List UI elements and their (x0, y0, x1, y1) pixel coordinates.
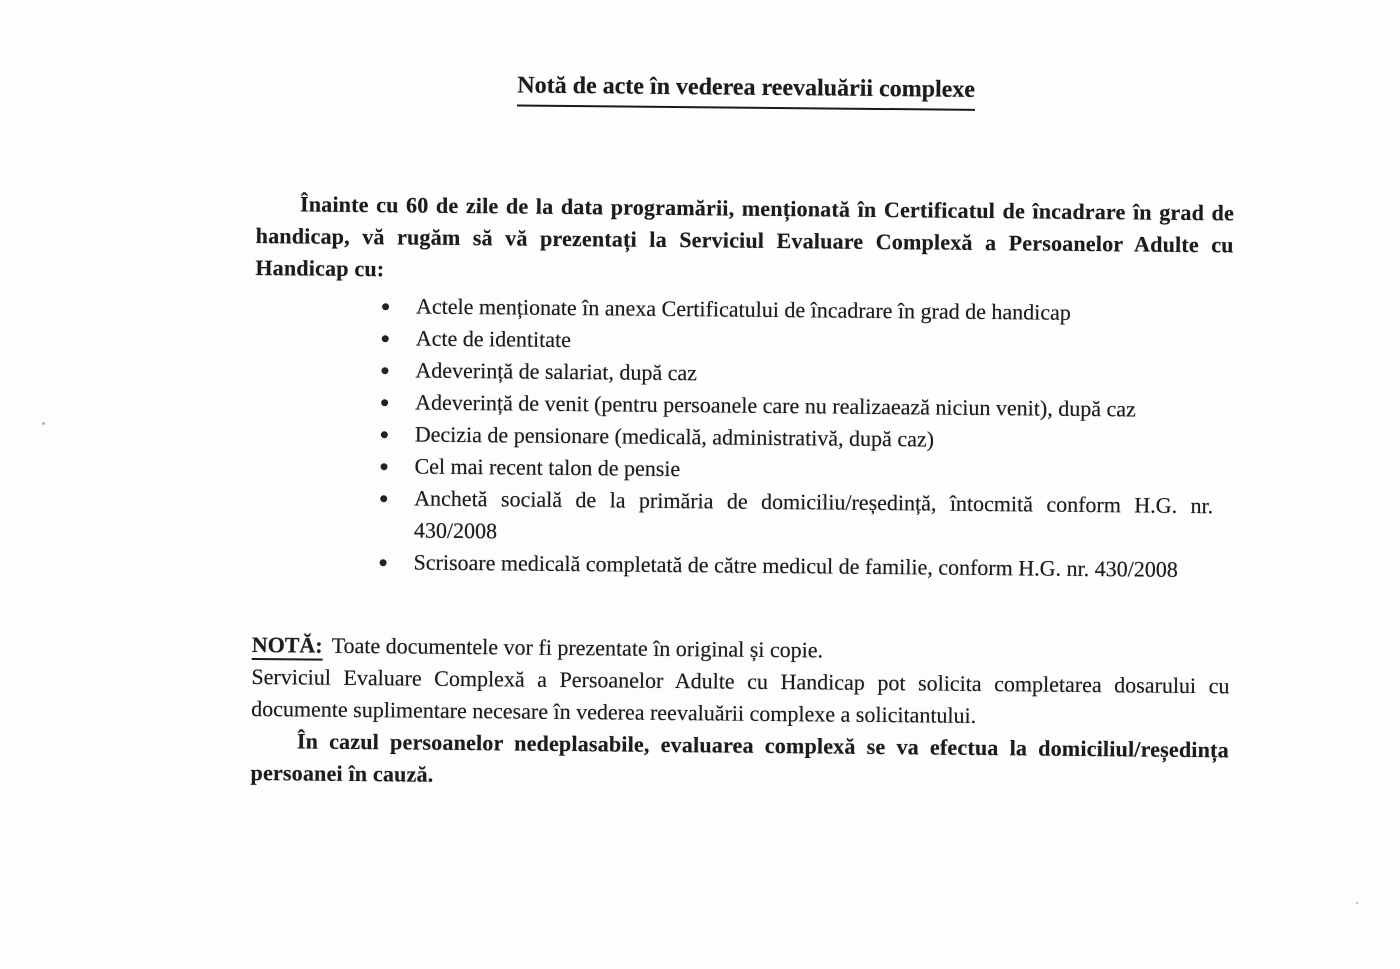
list-item-ancheta-sociala: Anchetă socială de la primăria de domiciliu/reședință, întocmită conform H.G. nr. 430/2008 (378, 482, 1214, 554)
list-item-decizia-pensionare: Decizia de pensionare (medicală, administrativă, după caz) (379, 418, 1214, 458)
scan-speck (42, 422, 45, 425)
closing-paragraph: În cazul persoanelor nedeplasabile, evaluarea complexă se va efectua la domiciliul/reședința persoanei în cauză. (250, 728, 1229, 787)
note-continuation-paragraph: Serviciul Evaluare Complexă a Persoanelor Adulte cu Handicap pot solicita completarea dosarului cu documente suplimentare necesare în vederea reevaluării complexe a solicitantului. (251, 663, 1230, 728)
document-title-text: Notă de acte în vederea reevaluării complexe (517, 68, 975, 110)
document-title (257, 0, 1236, 113)
intro-paragraph: Înainte cu 60 de zile de la data programării, menționată în Certificatul de încadrare în grad de handicap, vă rugăm să vă prezentați la Serviciul Evaluare Complexă a Persoanelor Adulte cu Handicap cu: (255, 191, 1235, 282)
scan-speck (1356, 902, 1358, 904)
note-label: NOTĂ: (252, 632, 323, 661)
list-item-scrisoare-medicala: Scrisoare medicală completată de către medicul de familie, conform H.G. nr. 430/2008 (377, 546, 1212, 586)
list-item-adeverinta-salariat: Adeverință de salariat, după caz (379, 354, 1214, 394)
list-item-talon-pensie: Cel mai recent talon de pensie (378, 450, 1213, 490)
list-item-adeverinta-venit: Adeverință de venit (pentru persoanele care nu realizaează niciun venit), după caz (379, 386, 1214, 426)
note-text: Toate documentele vor fi prezentate în original și copie. (331, 632, 824, 663)
list-item-acte-identitate: Acte de identitate (380, 322, 1215, 362)
scan-speck (822, 498, 827, 502)
document-content (250, 0, 1236, 798)
list-item-acte-mentionate: Actele menționate în anexa Certificatului de încadrare în grad de handicap (380, 290, 1215, 330)
required-documents-list (252, 289, 1233, 586)
